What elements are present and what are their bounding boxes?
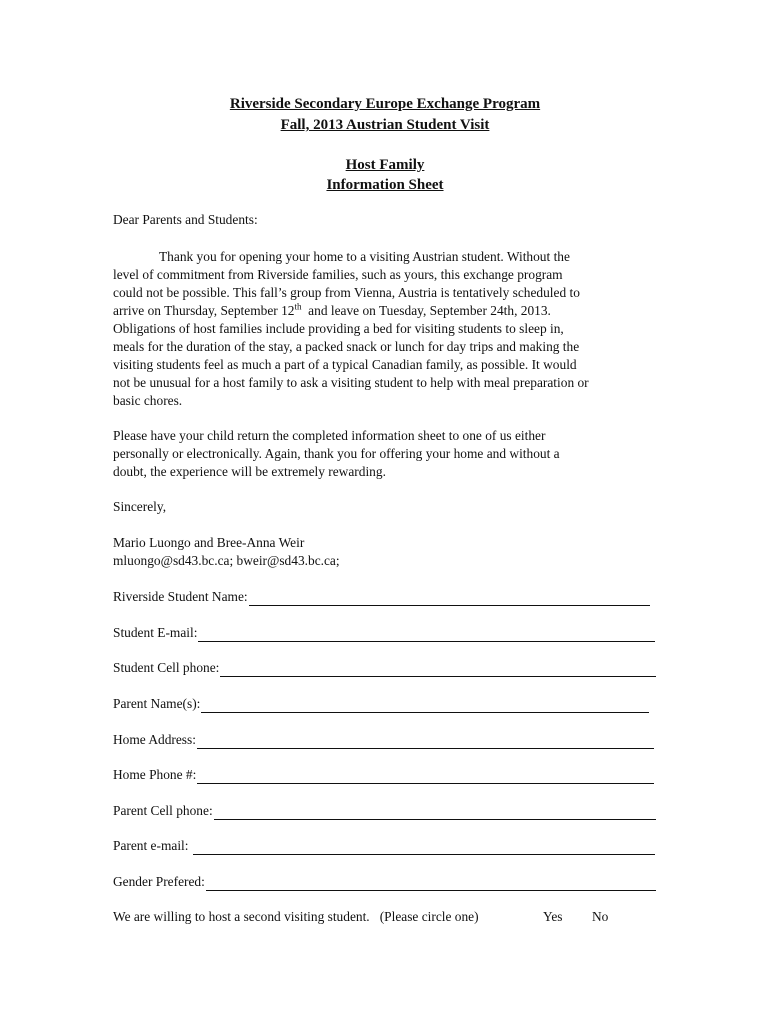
paragraph-line: Please have your child return the completed information sheet to one of us either: [113, 428, 546, 443]
student-name-input-line[interactable]: [249, 592, 650, 606]
student-cell-label: Student Cell phone:: [113, 660, 220, 675]
parent-cell-field[interactable]: [113, 802, 656, 820]
paragraph-line: doubt, the experience will be extremely rewarding.: [113, 464, 386, 479]
student-email-field[interactable]: [113, 624, 655, 642]
parent-names-label: Parent Name(s):: [113, 696, 201, 711]
parent-names-input-line[interactable]: [201, 699, 649, 713]
paragraph-line: level of commitment from Riverside families, such as yours, this exchange program: [113, 267, 563, 282]
paragraph-line: Thank you for opening your home to a visiting Austrian student. Without the: [159, 249, 570, 264]
second-student-row: [113, 908, 609, 926]
paragraph-line: could not be possible. This fall’s group from Vienna, Austria is tentatively scheduled to: [113, 285, 580, 300]
paragraph-line: meals for the duration of the stay, a packed snack or lunch for day trips and making the: [113, 339, 580, 354]
parent-email-label: Parent e-mail:: [113, 838, 192, 853]
parent-email-input-line[interactable]: [193, 841, 655, 855]
second-student-question: We are willing to host a second visiting student. (Please circle one): [113, 909, 479, 924]
form-title: Host Family: [345, 157, 425, 173]
student-name-field[interactable]: [113, 588, 650, 606]
paragraph-line: not be unusual for a host family to ask a visiting student to help with meal preparation or: [113, 375, 589, 390]
student-cell-field[interactable]: [113, 659, 656, 677]
parent-cell-label: Parent Cell phone:: [113, 803, 213, 818]
student-cell-input-line[interactable]: [220, 663, 656, 677]
intro-paragraph: [113, 248, 658, 410]
home-phone-field[interactable]: [113, 766, 654, 784]
home-address-field[interactable]: [113, 731, 654, 749]
home-phone-label: Home Phone #:: [113, 767, 197, 782]
gender-label: Gender Prefered:: [113, 874, 205, 889]
arrival-text: arrive on Thursday, September 12: [113, 303, 295, 318]
paragraph-line: basic chores.: [113, 393, 183, 408]
ordinal-suffix: th: [294, 301, 302, 312]
closing: Sincerely,: [113, 499, 167, 514]
departure-text: and leave on Tuesday, September 24th, 2013.: [301, 303, 551, 318]
parent-email-field[interactable]: [113, 837, 655, 855]
paragraph-line: visiting students feel as much a part of a typical Canadian family, as possible. It would: [113, 357, 577, 372]
home-phone-input-line[interactable]: [197, 770, 654, 784]
home-address-input-line[interactable]: [197, 735, 654, 749]
visit-title: Fall, 2013 Austrian Student Visit: [280, 117, 490, 133]
signature-names: Mario Luongo and Bree-Anna Weir: [113, 535, 305, 550]
yes-option[interactable]: Yes: [543, 909, 563, 924]
program-title: Riverside Secondary Europe Exchange Program: [229, 96, 541, 112]
paragraph-line: personally or electronically. Again, thank you for offering your home and without a: [113, 446, 560, 461]
no-option[interactable]: No: [592, 909, 609, 924]
paragraph-line: Obligations of host families include providing a bed for visiting students to sleep in,: [113, 321, 564, 336]
return-paragraph: [113, 427, 658, 481]
parent-cell-input-line[interactable]: [214, 806, 656, 820]
signature-emails: mluongo@sd43.bc.ca; bweir@sd43.bc.ca;: [113, 553, 340, 568]
parent-names-field[interactable]: [113, 695, 649, 713]
greeting: Dear Parents and Students:: [113, 212, 258, 227]
home-address-label: Home Address:: [113, 732, 196, 747]
student-email-input-line[interactable]: [198, 628, 655, 642]
form-subtitle: Information Sheet: [326, 177, 444, 193]
gender-field[interactable]: [113, 873, 656, 891]
student-name-label: Riverside Student Name:: [113, 589, 248, 604]
student-email-label: Student E-mail:: [113, 625, 198, 640]
gender-input-line[interactable]: [206, 877, 656, 891]
paragraph-line: [113, 302, 658, 320]
